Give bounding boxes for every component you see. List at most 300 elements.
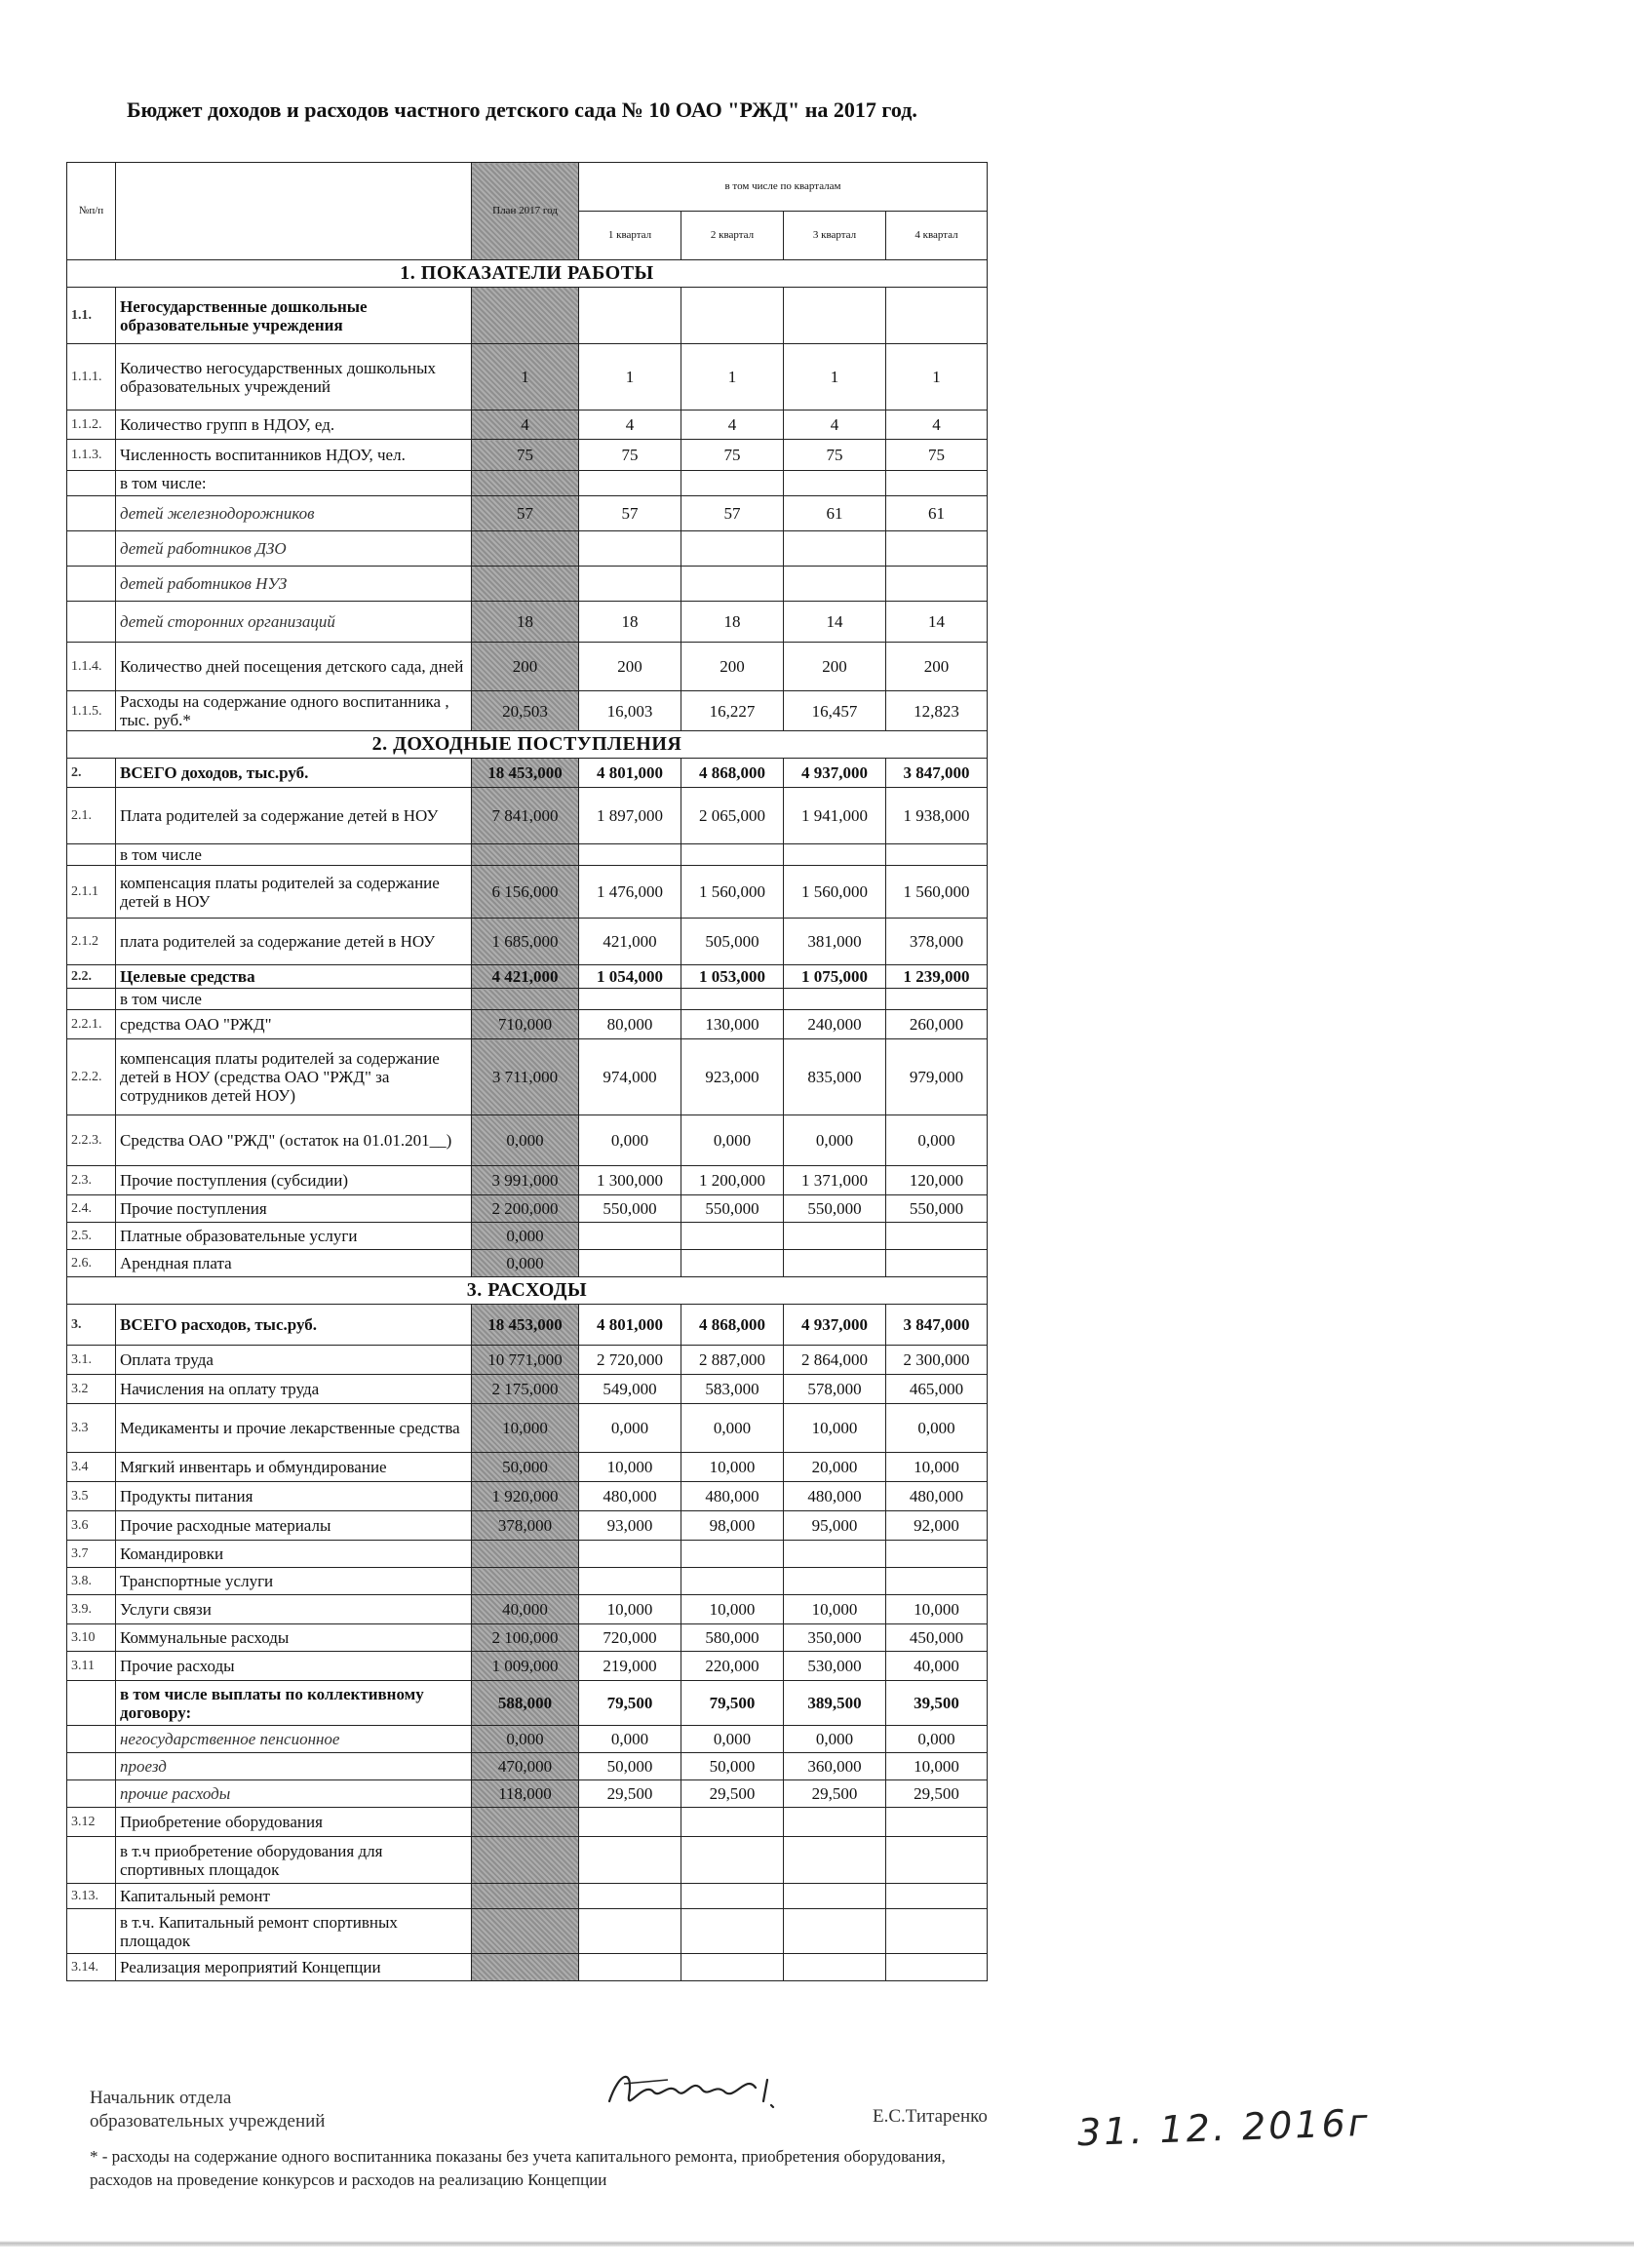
indicators-row [67, 411, 988, 440]
row-plan: 1 685,000 [472, 919, 579, 965]
row-plan: 0,000 [472, 1223, 579, 1250]
row-q2: 18 [681, 602, 784, 643]
row-name: Негосударственные дошкольные образовательные учреждения [116, 288, 472, 344]
row-q1: 974,000 [579, 1039, 681, 1115]
row-name: Количество групп в НДОУ, ед. [116, 411, 472, 440]
row-plan: 18 [472, 602, 579, 643]
row-name: ВСЕГО расходов, тыс.руб. [116, 1305, 472, 1346]
row-code: 3.1. [67, 1346, 116, 1375]
row-plan: 4 [472, 411, 579, 440]
row-q2: 923,000 [681, 1039, 784, 1115]
row-q3: 480,000 [784, 1482, 886, 1511]
row-q4: 1 938,000 [886, 788, 988, 844]
row-q1 [579, 1954, 681, 1981]
row-q1 [579, 567, 681, 602]
row-q2 [681, 989, 784, 1010]
row-plan: 1 009,000 [472, 1652, 579, 1681]
row-plan [472, 531, 579, 567]
row-plan [472, 567, 579, 602]
row-q4: 10,000 [886, 1753, 988, 1780]
row-plan: 710,000 [472, 1010, 579, 1039]
row-code: 2.2. [67, 965, 116, 989]
row-code [67, 496, 116, 531]
row-q3 [784, 1837, 886, 1884]
row-q4: 0,000 [886, 1404, 988, 1453]
row-q3: 10,000 [784, 1404, 886, 1453]
row-q1: 10,000 [579, 1595, 681, 1624]
row-q4: 92,000 [886, 1511, 988, 1541]
row-code: 2.2.1. [67, 1010, 116, 1039]
row-q2: 1 053,000 [681, 965, 784, 989]
row-q3: 1 371,000 [784, 1166, 886, 1195]
row-q1 [579, 288, 681, 344]
row-plan [472, 844, 579, 866]
row-name: Платные образовательные услуги [116, 1223, 472, 1250]
row-plan: 18 453,000 [472, 759, 579, 788]
row-q2: 1 560,000 [681, 866, 784, 919]
row-code: 2.4. [67, 1195, 116, 1223]
row-q2: 583,000 [681, 1375, 784, 1404]
row-q2 [681, 1223, 784, 1250]
row-q3 [784, 1223, 886, 1250]
section-title-income: 2. ДОХОДНЫЕ ПОСТУПЛЕНИЯ [67, 731, 988, 759]
row-plan [472, 989, 579, 1010]
row-q4: 1 560,000 [886, 866, 988, 919]
row-q1: 0,000 [579, 1404, 681, 1453]
row-q3 [784, 1541, 886, 1568]
row-q4 [886, 1541, 988, 1568]
row-q3: 530,000 [784, 1652, 886, 1681]
row-q2: 98,000 [681, 1511, 784, 1541]
row-q1 [579, 1884, 681, 1909]
row-name: в том числе [116, 989, 472, 1010]
row-q4: 200 [886, 643, 988, 691]
row-plan: 2 175,000 [472, 1375, 579, 1404]
row-q1: 421,000 [579, 919, 681, 965]
row-q1: 18 [579, 602, 681, 643]
expenses-row [67, 1753, 988, 1780]
row-code [67, 602, 116, 643]
row-q2 [681, 1808, 784, 1837]
row-q3: 578,000 [784, 1375, 886, 1404]
row-q3: 0,000 [784, 1726, 886, 1753]
row-name: Реализация мероприятий Концепции [116, 1954, 472, 1981]
indicators-row [67, 496, 988, 531]
income-row [67, 866, 988, 919]
row-q3: 20,000 [784, 1453, 886, 1482]
row-name: Арендная плата [116, 1250, 472, 1277]
expenses-row [67, 1624, 988, 1652]
row-q3 [784, 1954, 886, 1981]
row-code: 3.5 [67, 1482, 116, 1511]
signer-title-line-1: Начальник отдела [90, 2088, 232, 2108]
row-q2: 79,500 [681, 1681, 784, 1726]
expenses-row [67, 1511, 988, 1541]
row-plan [472, 288, 579, 344]
row-name: Количество дней посещения детского сада, дней [116, 643, 472, 691]
row-q4: 4 [886, 411, 988, 440]
row-plan: 588,000 [472, 1681, 579, 1726]
row-q4: 1 239,000 [886, 965, 988, 989]
row-name: Плата родителей за содержание детей в НОУ [116, 788, 472, 844]
row-plan: 40,000 [472, 1595, 579, 1624]
indicators-row [67, 691, 988, 731]
row-code: 2.3. [67, 1166, 116, 1195]
income-row [67, 759, 988, 788]
row-q3: 61 [784, 496, 886, 531]
expenses-row [67, 1780, 988, 1808]
row-code: 2.1.1 [67, 866, 116, 919]
row-q3 [784, 1909, 886, 1954]
row-name: в т.ч. Капитальный ремонт спортивных площадок [116, 1909, 472, 1954]
row-name: Транспортные услуги [116, 1568, 472, 1595]
header-quarter-4: 4 квартал [886, 212, 988, 260]
row-code: 1.1.5. [67, 691, 116, 731]
row-q2 [681, 471, 784, 496]
row-q2: 57 [681, 496, 784, 531]
row-name: детей работников ДЗО [116, 531, 472, 567]
row-q2 [681, 1837, 784, 1884]
row-q2: 2 887,000 [681, 1346, 784, 1375]
row-q1: 75 [579, 440, 681, 471]
row-q4 [886, 471, 988, 496]
row-plan [472, 1909, 579, 1954]
row-q3: 2 864,000 [784, 1346, 886, 1375]
indicators-row [67, 602, 988, 643]
row-q3 [784, 1250, 886, 1277]
row-plan: 10,000 [472, 1404, 579, 1453]
row-q2: 29,500 [681, 1780, 784, 1808]
row-q4 [886, 1250, 988, 1277]
row-q2 [681, 531, 784, 567]
row-q3: 75 [784, 440, 886, 471]
row-q1 [579, 1808, 681, 1837]
row-q4: 260,000 [886, 1010, 988, 1039]
row-q2 [681, 1541, 784, 1568]
row-plan [472, 1837, 579, 1884]
income-row [67, 1010, 988, 1039]
expenses-row [67, 1482, 988, 1511]
row-q4 [886, 288, 988, 344]
row-code [67, 567, 116, 602]
row-q2: 50,000 [681, 1753, 784, 1780]
row-q1: 1 300,000 [579, 1166, 681, 1195]
expenses-row [67, 1808, 988, 1837]
row-plan: 0,000 [472, 1726, 579, 1753]
row-name: Прочие расходы [116, 1652, 472, 1681]
row-q2 [681, 288, 784, 344]
row-code: 3.10 [67, 1624, 116, 1652]
row-name: в том числе [116, 844, 472, 866]
row-name: Прочие поступления (субсидии) [116, 1166, 472, 1195]
income-row [67, 844, 988, 866]
row-q3 [784, 567, 886, 602]
row-q1: 93,000 [579, 1511, 681, 1541]
row-name: Количество негосударственных дошкольных образовательных учреждений [116, 344, 472, 411]
row-q2: 75 [681, 440, 784, 471]
row-q3: 389,500 [784, 1681, 886, 1726]
expenses-row [67, 1909, 988, 1954]
row-q1 [579, 1909, 681, 1954]
row-q4: 14 [886, 602, 988, 643]
budget-table [66, 162, 988, 1981]
expenses-row [67, 1305, 988, 1346]
row-code [67, 844, 116, 866]
row-q4: 12,823 [886, 691, 988, 731]
handwritten-signature [600, 2062, 795, 2121]
row-q4: 3 847,000 [886, 759, 988, 788]
row-q2: 10,000 [681, 1453, 784, 1482]
row-q4 [886, 531, 988, 567]
row-name: в т.ч приобретение оборудования для спортивных площадок [116, 1837, 472, 1884]
row-q3: 350,000 [784, 1624, 886, 1652]
row-q4: 378,000 [886, 919, 988, 965]
row-q3: 1 075,000 [784, 965, 886, 989]
row-q1: 50,000 [579, 1753, 681, 1780]
row-q3 [784, 288, 886, 344]
row-q3: 4 937,000 [784, 1305, 886, 1346]
row-q2 [681, 1250, 784, 1277]
row-code [67, 1753, 116, 1780]
row-name: Численность воспитанников НДОУ, чел. [116, 440, 472, 471]
row-q3 [784, 1884, 886, 1909]
signer-name: Е.С.Титаренко [873, 2106, 988, 2127]
row-q2: 580,000 [681, 1624, 784, 1652]
document-title: Бюджет доходов и расходов частного детского сада № 10 ОАО "РЖД" на 2017 год. [127, 98, 917, 122]
row-plan: 3 711,000 [472, 1039, 579, 1115]
income-row [67, 1195, 988, 1223]
row-q1 [579, 531, 681, 567]
row-q1: 4 801,000 [579, 759, 681, 788]
row-plan [472, 1541, 579, 1568]
row-q2: 480,000 [681, 1482, 784, 1511]
row-plan [472, 1884, 579, 1909]
row-name: детей работников НУЗ [116, 567, 472, 602]
row-q1: 4 801,000 [579, 1305, 681, 1346]
row-q3: 0,000 [784, 1115, 886, 1166]
row-q2 [681, 1568, 784, 1595]
row-plan: 0,000 [472, 1250, 579, 1277]
row-code: 2.5. [67, 1223, 116, 1250]
row-q1 [579, 1541, 681, 1568]
row-q2 [681, 1884, 784, 1909]
row-q2: 550,000 [681, 1195, 784, 1223]
header-num: №п/п [67, 163, 116, 260]
row-q2: 1 200,000 [681, 1166, 784, 1195]
row-plan: 2 100,000 [472, 1624, 579, 1652]
expenses-row [67, 1837, 988, 1884]
row-plan: 1 [472, 344, 579, 411]
expenses-row [67, 1404, 988, 1453]
row-name: Услуги связи [116, 1595, 472, 1624]
row-q3: 1 560,000 [784, 866, 886, 919]
section-title-expenses: 3. РАСХОДЫ [67, 1277, 988, 1305]
row-plan: 57 [472, 496, 579, 531]
row-q3: 95,000 [784, 1511, 886, 1541]
row-code: 3.14. [67, 1954, 116, 1981]
row-q3 [784, 531, 886, 567]
row-q3 [784, 1808, 886, 1837]
row-q4: 465,000 [886, 1375, 988, 1404]
row-name: компенсация платы родителей за содержание детей в НОУ [116, 866, 472, 919]
row-q4 [886, 567, 988, 602]
row-plan: 20,503 [472, 691, 579, 731]
row-name: средства ОАО "РЖД" [116, 1010, 472, 1039]
row-plan: 6 156,000 [472, 866, 579, 919]
row-q1 [579, 1568, 681, 1595]
row-code: 3.9. [67, 1595, 116, 1624]
row-q3: 14 [784, 602, 886, 643]
row-plan: 3 991,000 [472, 1166, 579, 1195]
row-name: в том числе: [116, 471, 472, 496]
row-q4: 3 847,000 [886, 1305, 988, 1346]
row-q4: 2 300,000 [886, 1346, 988, 1375]
row-q4: 550,000 [886, 1195, 988, 1223]
row-q1 [579, 1837, 681, 1884]
row-name: Капитальный ремонт [116, 1884, 472, 1909]
income-row [67, 965, 988, 989]
row-q3 [784, 989, 886, 1010]
row-name: в том числе выплаты по коллективному договору: [116, 1681, 472, 1726]
income-row [67, 788, 988, 844]
row-plan: 18 453,000 [472, 1305, 579, 1346]
row-code: 1.1.2. [67, 411, 116, 440]
row-name: Оплата труда [116, 1346, 472, 1375]
row-q2 [681, 1909, 784, 1954]
row-q2 [681, 567, 784, 602]
expenses-row [67, 1595, 988, 1624]
row-code: 2.2.3. [67, 1115, 116, 1166]
row-q1: 80,000 [579, 1010, 681, 1039]
row-q4: 1 [886, 344, 988, 411]
row-q3: 4 937,000 [784, 759, 886, 788]
row-q1: 1 [579, 344, 681, 411]
row-q3: 4 [784, 411, 886, 440]
row-q4 [886, 1837, 988, 1884]
row-code [67, 471, 116, 496]
row-q4 [886, 1223, 988, 1250]
row-q3 [784, 471, 886, 496]
row-q1: 4 [579, 411, 681, 440]
header-quarter-3: 3 квартал [784, 212, 886, 260]
row-name: ВСЕГО доходов, тыс.руб. [116, 759, 472, 788]
indicators-row [67, 531, 988, 567]
row-code: 2. [67, 759, 116, 788]
income-row [67, 919, 988, 965]
row-q2: 0,000 [681, 1404, 784, 1453]
row-q1: 720,000 [579, 1624, 681, 1652]
row-name: детей сторонних организаций [116, 602, 472, 643]
indicators-row [67, 471, 988, 496]
row-q4: 480,000 [886, 1482, 988, 1511]
row-q4 [886, 1884, 988, 1909]
row-q2: 220,000 [681, 1652, 784, 1681]
income-row [67, 1223, 988, 1250]
header-name [116, 163, 472, 260]
row-name: Целевые средства [116, 965, 472, 989]
row-code [67, 1837, 116, 1884]
row-q2: 4 [681, 411, 784, 440]
row-q1: 480,000 [579, 1482, 681, 1511]
signature-date: 31. 12. 2016г [1076, 2100, 1372, 2155]
footnote: * - расходы на содержание одного воспитанника показаны без учета капитального ремонта, приобретения оборудования, расходов на проведение конкурсов и расходов на реализацию Концепции [90, 2147, 946, 2189]
row-q4: 0,000 [886, 1115, 988, 1166]
row-q2: 10,000 [681, 1595, 784, 1624]
row-q2: 4 868,000 [681, 759, 784, 788]
row-code: 3.6 [67, 1511, 116, 1541]
row-q2 [681, 1954, 784, 1981]
header-quarter-1: 1 квартал [579, 212, 681, 260]
row-q4: 61 [886, 496, 988, 531]
row-q1: 16,003 [579, 691, 681, 731]
row-plan: 2 200,000 [472, 1195, 579, 1223]
row-code: 1.1. [67, 288, 116, 344]
row-q4: 75 [886, 440, 988, 471]
row-name: Медикаменты и прочие лекарственные средства [116, 1404, 472, 1453]
row-code [67, 1726, 116, 1753]
row-code: 3.4 [67, 1453, 116, 1482]
income-row [67, 989, 988, 1010]
row-q2: 505,000 [681, 919, 784, 965]
row-q2 [681, 844, 784, 866]
section-title-indicators: 1. ПОКАЗАТЕЛИ РАБОТЫ [67, 260, 988, 288]
header-plan: План 2017 год [472, 163, 579, 260]
row-q4: 40,000 [886, 1652, 988, 1681]
row-code [67, 531, 116, 567]
row-q1: 1 054,000 [579, 965, 681, 989]
row-q2: 130,000 [681, 1010, 784, 1039]
indicators-row [67, 567, 988, 602]
row-plan: 4 421,000 [472, 965, 579, 989]
row-q4: 979,000 [886, 1039, 988, 1115]
expenses-row [67, 1954, 988, 1981]
row-code: 2.1.2 [67, 919, 116, 965]
row-plan: 378,000 [472, 1511, 579, 1541]
header-quarter-2: 2 квартал [681, 212, 784, 260]
row-code: 1.1.3. [67, 440, 116, 471]
row-name: Расходы на содержание одного воспитанника , тыс. руб.* [116, 691, 472, 731]
row-code [67, 1909, 116, 1954]
row-q4: 120,000 [886, 1166, 988, 1195]
row-plan: 0,000 [472, 1115, 579, 1166]
row-plan [472, 1568, 579, 1595]
income-row [67, 1166, 988, 1195]
row-q4 [886, 844, 988, 866]
row-code [67, 1780, 116, 1808]
expenses-row [67, 1453, 988, 1482]
row-q2: 4 868,000 [681, 1305, 784, 1346]
row-q4 [886, 1954, 988, 1981]
row-name: прочие расходы [116, 1780, 472, 1808]
row-name: негосударственное пенсионное [116, 1726, 472, 1753]
expenses-row [67, 1541, 988, 1568]
row-q1 [579, 989, 681, 1010]
signer-title [90, 2087, 325, 2133]
row-name: Продукты питания [116, 1482, 472, 1511]
header-quarters-group: в том числе по кварталам [579, 163, 988, 212]
row-name: проезд [116, 1753, 472, 1780]
row-q1: 0,000 [579, 1726, 681, 1753]
row-code: 3.7 [67, 1541, 116, 1568]
row-q1: 1 897,000 [579, 788, 681, 844]
row-code: 3.11 [67, 1652, 116, 1681]
row-name: Средства ОАО "РЖД" (остаток на 01.01.201__) [116, 1115, 472, 1166]
row-code: 3.3 [67, 1404, 116, 1453]
row-q3: 1 [784, 344, 886, 411]
row-code [67, 1681, 116, 1726]
row-q4: 0,000 [886, 1726, 988, 1753]
row-q4: 29,500 [886, 1780, 988, 1808]
